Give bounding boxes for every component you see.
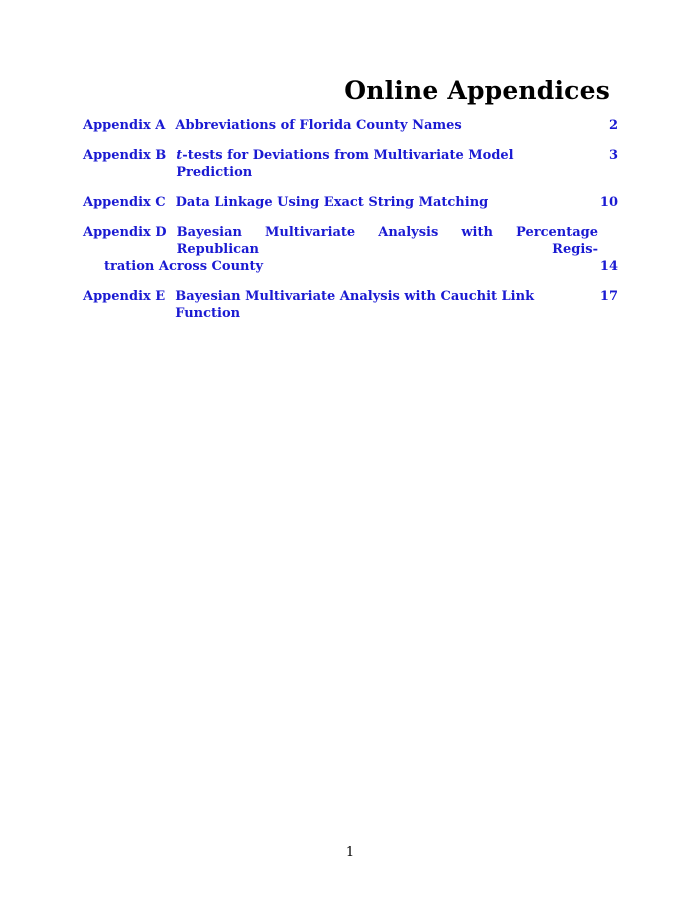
toc-entry-appendix-c[interactable] [83, 194, 618, 211]
toc-entry-title-italic: t [176, 148, 183, 163]
toc-entry-label: Appendix E [83, 289, 166, 304]
toc-entry-page: 14 [599, 259, 618, 274]
toc-entry-title: Data Linkage Using Exact String Matching [175, 195, 489, 210]
toc-entry-page: 17 [599, 289, 618, 304]
table-of-contents [83, 117, 618, 335]
toc-entry-appendix-b[interactable] [83, 147, 618, 181]
page-number: 1 [345, 845, 355, 860]
toc-entry-title-continuation: tration Across County [104, 259, 264, 274]
page-title: Online Appendices [344, 76, 610, 105]
toc-entry-title: Bayesian Multivariate Analysis with Cauchit Link Function [175, 289, 535, 321]
toc-entry-title-rest: -tests for Deviations from Multivariate Model Prediction [176, 148, 514, 180]
toc-entry-first-line [83, 224, 598, 258]
toc-entry-label: Appendix A [83, 118, 166, 133]
toc-entry-title [176, 147, 586, 181]
toc-entry-appendix-a[interactable] [83, 117, 618, 134]
toc-entry-label: Appendix D [83, 225, 167, 240]
toc-entry-appendix-d[interactable] [83, 224, 618, 275]
toc-entry-appendix-e[interactable] [83, 288, 618, 322]
toc-entry-page: 2 [608, 118, 618, 133]
toc-entry-label: Appendix B [83, 148, 167, 163]
toc-entry-label: Appendix C [83, 195, 166, 210]
toc-entry-title: Bayesian Multivariate Analysis with Percentage Republican Regis- [176, 225, 598, 257]
toc-entry-page: 3 [608, 148, 618, 163]
toc-entry-title: Abbreviations of Florida County Names [175, 118, 462, 133]
toc-entry-page: 10 [599, 195, 618, 210]
